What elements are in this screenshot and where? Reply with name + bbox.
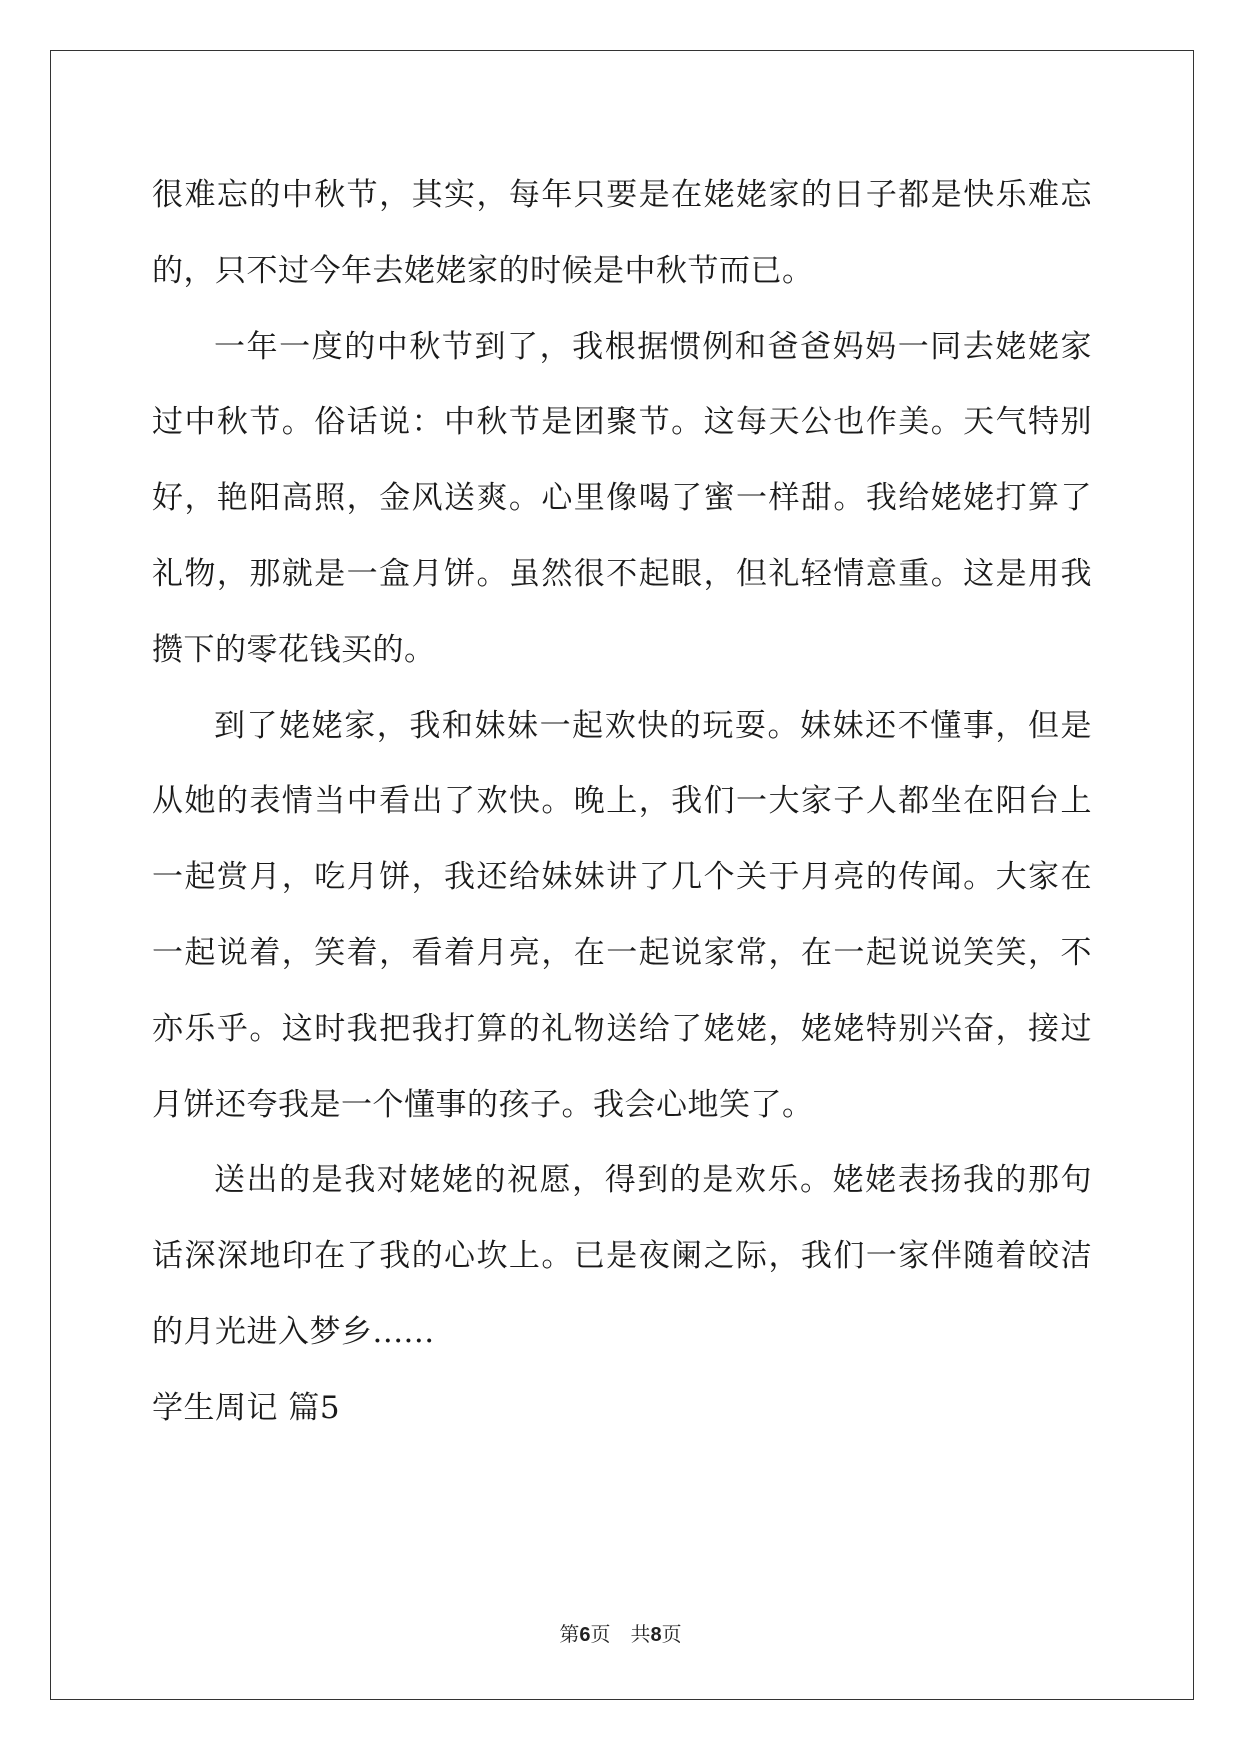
paragraph: 一年一度的中秋节到了，我根据惯例和爸爸妈妈一同去姥姥家过中秋节。俗话说：中秋节是团聚节。这每天公也作美。天气特别好，艳阳高照，金风送爽。心里像喝了蜜一样甜。我给姥姥打算了礼物，那就是一盒月饼。虽然很不起眼，但礼轻情意重。这是用我攒下的零花钱买的。 <box>152 328 1092 668</box>
total-label-suffix: 页 <box>661 1622 682 1646</box>
paragraph: 到了姥姥家，我和妹妹一起欢快的玩耍。妹妹还不懂事，但是从她的表情当中看出了欢快。晚上，我们一大家子人都坐在阳台上一起赏月，吃月饼，我还给妹妹讲了几个关于月亮的传闻。大家在一起说着，笑着，看着月亮，在一起说家常，在一起说说笑笑，不亦乐乎。这时我把我打算的礼物送给了姥姥，姥姥特别兴奋，接过月饼还夸我是一个懂事的孩子。我会心地笑了。 <box>152 707 1092 1123</box>
paragraph: 送出的是我对姥姥的祝愿，得到的是欢乐。姥姥表扬我的那句话深深地印在了我的心坎上。已是夜阑之际，我们一家伴随着皎洁的月光进入梦乡...... <box>152 1162 1092 1350</box>
page-label-prefix: 第 <box>559 1622 580 1646</box>
total-label-prefix: 共 <box>630 1622 651 1646</box>
paragraph: 很难忘的中秋节，其实，每年只要是在姥姥家的日子都是快乐难忘的，只不过今年去姥姥家的时候是中秋节而已。 <box>152 177 1092 289</box>
document-body <box>152 158 1092 1447</box>
current-page-number: 6 <box>579 1624 591 1646</box>
total-page-count: 8 <box>650 1624 662 1646</box>
page-label-suffix: 页 <box>590 1622 611 1646</box>
section-heading: 学生周记 篇5 <box>152 1389 341 1426</box>
page-footer <box>0 1620 1241 1649</box>
